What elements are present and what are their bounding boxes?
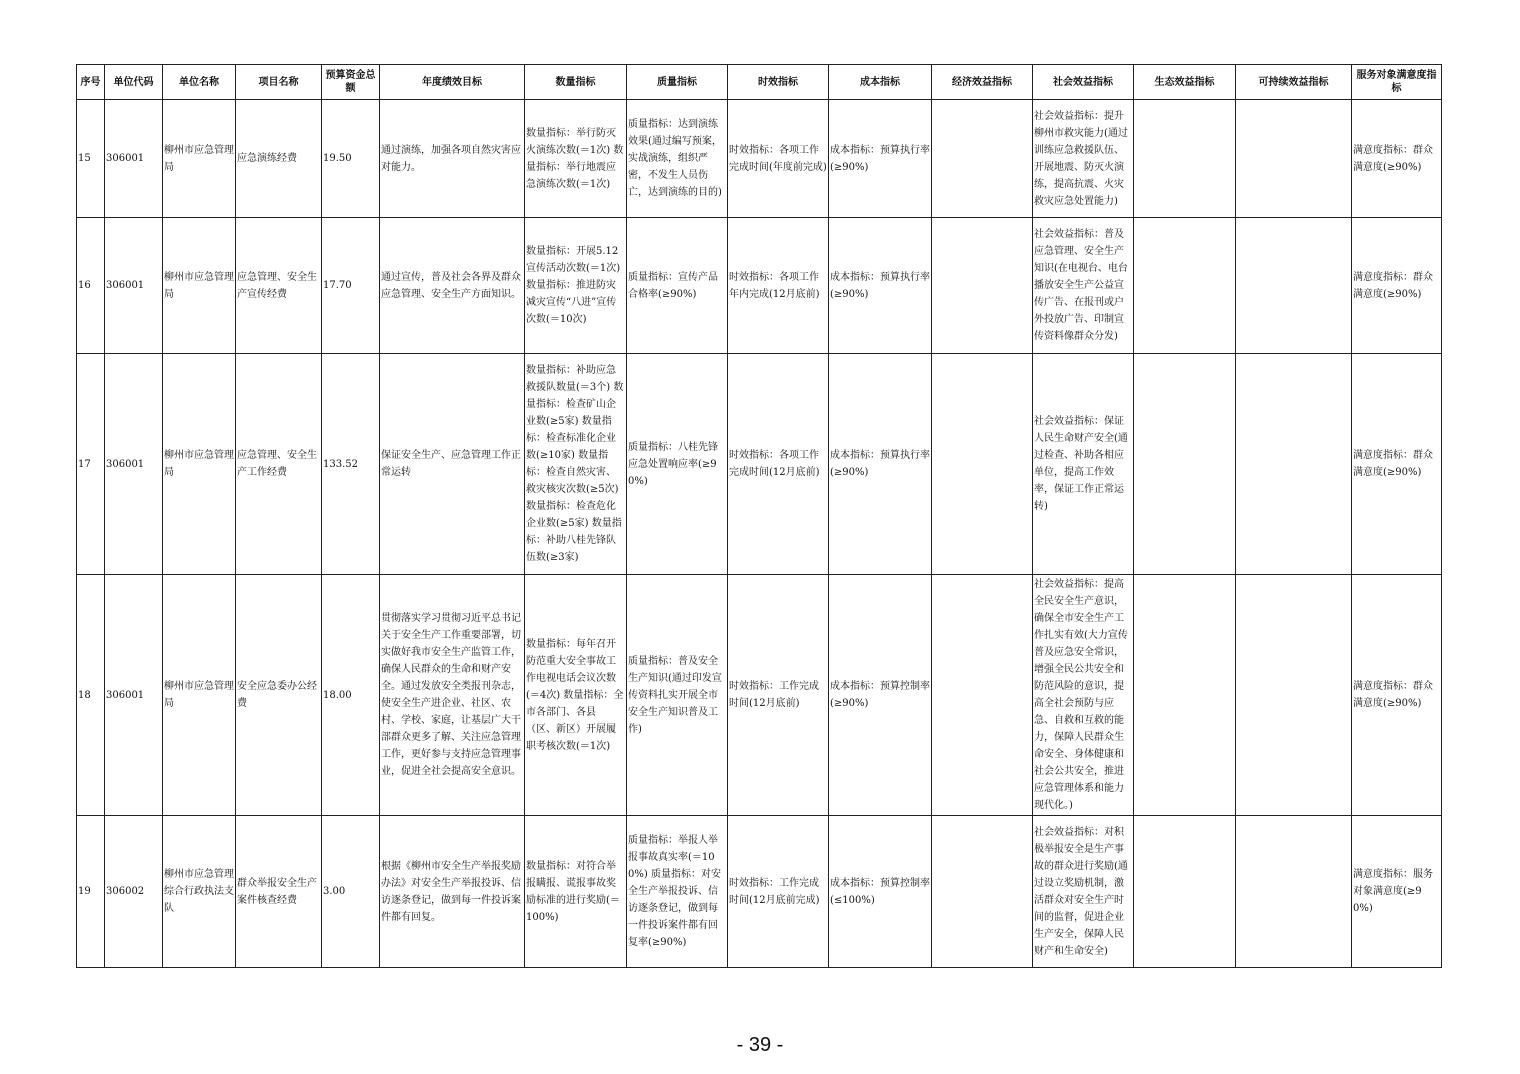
header-social-benefit: 社会效益指标 bbox=[1033, 65, 1134, 100]
cell-satisfaction: 满意度指标：群众满意度(≥90%) bbox=[1352, 100, 1442, 218]
cell-quality: 质量指标：达到演练效果(通过编写预案，实战演练，组织严密，不发生人员伤亡，达到演练的目的) bbox=[627, 100, 728, 218]
header-unit-code: 单位代码 bbox=[105, 65, 163, 100]
cell-economic-benefit bbox=[932, 816, 1033, 968]
cell-annual-goal: 通过宣传，普及社会各界及群众应急管理、安全生产方面知识。 bbox=[380, 218, 525, 354]
cell-project-name: 安全应急委办公经费 bbox=[236, 575, 322, 816]
cell-unit-name: 柳州市应急管理综合行政执法支队 bbox=[163, 816, 236, 968]
cell-cost: 成本指标：预算执行率(≥90%) bbox=[829, 354, 932, 575]
header-ecological-benefit: 生态效益指标 bbox=[1134, 65, 1236, 100]
cell-unit-name: 柳州市应急管理局 bbox=[163, 218, 236, 354]
table-row bbox=[77, 816, 1442, 968]
cell-economic-benefit bbox=[932, 218, 1033, 354]
table-header-row bbox=[77, 65, 1442, 100]
cell-satisfaction: 满意度指标：服务对象满意度(≥90%) bbox=[1352, 816, 1442, 968]
header-quality: 质量指标 bbox=[627, 65, 728, 100]
cell-satisfaction: 满意度指标：群众满意度(≥90%) bbox=[1352, 575, 1442, 816]
header-budget: 预算资金总额 bbox=[322, 65, 380, 100]
cell-ecological-benefit bbox=[1134, 354, 1236, 575]
cell-unit-code: 306001 bbox=[105, 100, 163, 218]
cell-quality: 质量指标：普及安全生产知识(通过印发宣传资料扎实开展全市安全生产知识普及工作) bbox=[627, 575, 728, 816]
cell-ecological-benefit bbox=[1134, 816, 1236, 968]
cell-timeliness: 时效指标：工作完成时间(12月底前) bbox=[728, 575, 829, 816]
cell-project-name: 群众举报安全生产案件核查经费 bbox=[236, 816, 322, 968]
cell-social-benefit: 社会效益指标：提高全民安全生产意识，确保全市安全生产工作扎实有效(大力宣传普及应急安全常识，增强全民公共安全和防范风险的意识，提高全社会预防与应急、自救和互救的能力，保障人民群众生命安全、身体健康和社会公共安全，推进应急管理体系和能力现代化。) bbox=[1033, 575, 1134, 816]
cell-quality: 质量指标：八桂先锋应急处置响应率(≥90%) bbox=[627, 354, 728, 575]
header-unit-name: 单位名称 bbox=[163, 65, 236, 100]
page-number: - 39 - bbox=[736, 1034, 784, 1056]
cell-budget: 17.70 bbox=[322, 218, 380, 354]
cell-unit-code: 306001 bbox=[105, 218, 163, 354]
cell-sustainable-benefit bbox=[1236, 100, 1352, 218]
table-row bbox=[77, 354, 1442, 575]
cell-cost: 成本指标：预算控制率(≤100%) bbox=[829, 816, 932, 968]
header-economic-benefit: 经济效益指标 bbox=[932, 65, 1033, 100]
cell-cost: 成本指标：预算执行率(≥90%) bbox=[829, 100, 932, 218]
cell-economic-benefit bbox=[932, 575, 1033, 816]
cell-ecological-benefit bbox=[1134, 575, 1236, 816]
header-cost: 成本指标 bbox=[829, 65, 932, 100]
header-satisfaction: 服务对象满意度指标 bbox=[1352, 65, 1442, 100]
cell-quantity: 数量指标：每年召开防范重大安全事故工作电视电话会议次数(＝4次) 数量指标：全市各部门、各县（区、新区）开展履职考核次数(＝1次) bbox=[525, 575, 627, 816]
cell-economic-benefit bbox=[932, 100, 1033, 218]
cell-ecological-benefit bbox=[1134, 100, 1236, 218]
cell-cost: 成本指标：预算执行率(≥90%) bbox=[829, 218, 932, 354]
cell-sustainable-benefit bbox=[1236, 218, 1352, 354]
cell-project-name: 应急管理、安全生产工作经费 bbox=[236, 354, 322, 575]
table-row bbox=[77, 575, 1442, 816]
cell-sustainable-benefit bbox=[1236, 575, 1352, 816]
cell-annual-goal: 保证安全生产、应急管理工作正常运转 bbox=[380, 354, 525, 575]
cell-quantity: 数量指标：举行防灭火演练次数(＝1次) 数量指标：举行地震应急演练次数(＝1次) bbox=[525, 100, 627, 218]
header-seq: 序号 bbox=[77, 65, 105, 100]
cell-social-benefit: 社会效益指标：保证人民生命财产安全(通过检查、补助各相应单位，提高工作效率，保证工作正常运转) bbox=[1033, 354, 1134, 575]
cell-economic-benefit bbox=[932, 354, 1033, 575]
cell-project-name: 应急管理、安全生产宣传经费 bbox=[236, 218, 322, 354]
cell-timeliness: 时效指标：各项工作完成时间(12月底前) bbox=[728, 354, 829, 575]
header-project-name: 项目名称 bbox=[236, 65, 322, 100]
cell-quantity: 数量指标：对符合举报瞒报、谎报事故奖励标准的进行奖励(＝100%) bbox=[525, 816, 627, 968]
table-row bbox=[77, 100, 1442, 218]
performance-table bbox=[76, 64, 1442, 968]
cell-seq: 18 bbox=[77, 575, 105, 816]
cell-seq: 19 bbox=[77, 816, 105, 968]
cell-budget: 18.00 bbox=[322, 575, 380, 816]
cell-unit-code: 306001 bbox=[105, 575, 163, 816]
cell-quantity: 数量指标：补助应急救援队数量(＝3个) 数量指标：检查矿山企业数(≥5家) 数量指标：检查标准化企业数(≥10家) 数量指标：检查自然灾害、救灾核灾次数(≥5次) 数量指标：检查危化企业数(≥5家) 数量指标：补助八桂先锋队伍数(≥3家) bbox=[525, 354, 627, 575]
cell-annual-goal: 贯彻落实学习贯彻习近平总书记关于安全生产工作重要部署，切实做好我市安全生产监管工作，确保人民群众的生命和财产安全。通过发放安全类报刊杂志，使安全生产进企业、社区、农村、学校、家庭，让基层广大干部群众更多了解、关注应急管理工作，更好参与支持应急管理事业，促进全社会提高安全意识。 bbox=[380, 575, 525, 816]
cell-seq: 17 bbox=[77, 354, 105, 575]
cell-unit-name: 柳州市应急管理局 bbox=[163, 575, 236, 816]
cell-social-benefit: 社会效益指标：对积极举报安全是生产事故的群众进行奖励(通过设立奖励机制，激活群众对安全生产时间的监督，促进企业生产安全，保障人民财产和生命安全) bbox=[1033, 816, 1134, 968]
cell-quality: 质量指标：举报人举报事故真实率(＝100%) 质量指标：对安全生产举报投诉、信访逐条登记，做到每一件投诉案件都有回复率(≥90%) bbox=[627, 816, 728, 968]
cell-timeliness: 时效指标：工作完成时间(12月底前完成) bbox=[728, 816, 829, 968]
cell-project-name: 应急演练经费 bbox=[236, 100, 322, 218]
cell-budget: 133.52 bbox=[322, 354, 380, 575]
header-sustainable-benefit: 可持续效益指标 bbox=[1236, 65, 1352, 100]
header-annual-goal: 年度绩效目标 bbox=[380, 65, 525, 100]
cell-ecological-benefit bbox=[1134, 218, 1236, 354]
cell-timeliness: 时效指标：各项工作年内完成(12月底前) bbox=[728, 218, 829, 354]
cell-social-benefit: 社会效益指标：普及应急管理、安全生产知识(在电视台、电台播放安全生产公益宣传广告、在报刊或户外投放广告、印制宣传资料像群众分发) bbox=[1033, 218, 1134, 354]
cell-seq: 15 bbox=[77, 100, 105, 218]
cell-cost: 成本指标：预算控制率(≥90%) bbox=[829, 575, 932, 816]
cell-annual-goal: 根据《柳州市安全生产举报奖励办法》对安全生产举报投诉、信访逐条登记，做到每一件投诉案件都有回复。 bbox=[380, 816, 525, 968]
cell-social-benefit: 社会效益指标：提升柳州市救灾能力(通过训练应急救援队伍、开展地震、防灭火演练，提高抗震、火灾救灾应急处置能力) bbox=[1033, 100, 1134, 218]
cell-quantity: 数量指标：开展5.12宣传活动次数(＝1次) 数量指标：推进防灾减灾宣传“八进”宣传次数(＝10次) bbox=[525, 218, 627, 354]
cell-satisfaction: 满意度指标：群众满意度(≥90%) bbox=[1352, 354, 1442, 575]
cell-quality: 质量指标：宣传产品合格率(≥90%) bbox=[627, 218, 728, 354]
cell-unit-name: 柳州市应急管理局 bbox=[163, 354, 236, 575]
cell-timeliness: 时效指标：各项工作完成时间(年度前完成) bbox=[728, 100, 829, 218]
header-timeliness: 时效指标 bbox=[728, 65, 829, 100]
cell-sustainable-benefit bbox=[1236, 354, 1352, 575]
cell-unit-name: 柳州市应急管理局 bbox=[163, 100, 236, 218]
cell-budget: 3.00 bbox=[322, 816, 380, 968]
table-row bbox=[77, 218, 1442, 354]
cell-seq: 16 bbox=[77, 218, 105, 354]
cell-budget: 19.50 bbox=[322, 100, 380, 218]
header-quantity: 数量指标 bbox=[525, 65, 627, 100]
cell-sustainable-benefit bbox=[1236, 816, 1352, 968]
cell-unit-code: 306002 bbox=[105, 816, 163, 968]
cell-unit-code: 306001 bbox=[105, 354, 163, 575]
cell-annual-goal: 通过演练，加强各项自然灾害应对能力。 bbox=[380, 100, 525, 218]
cell-satisfaction: 满意度指标：群众满意度(≥90%) bbox=[1352, 218, 1442, 354]
